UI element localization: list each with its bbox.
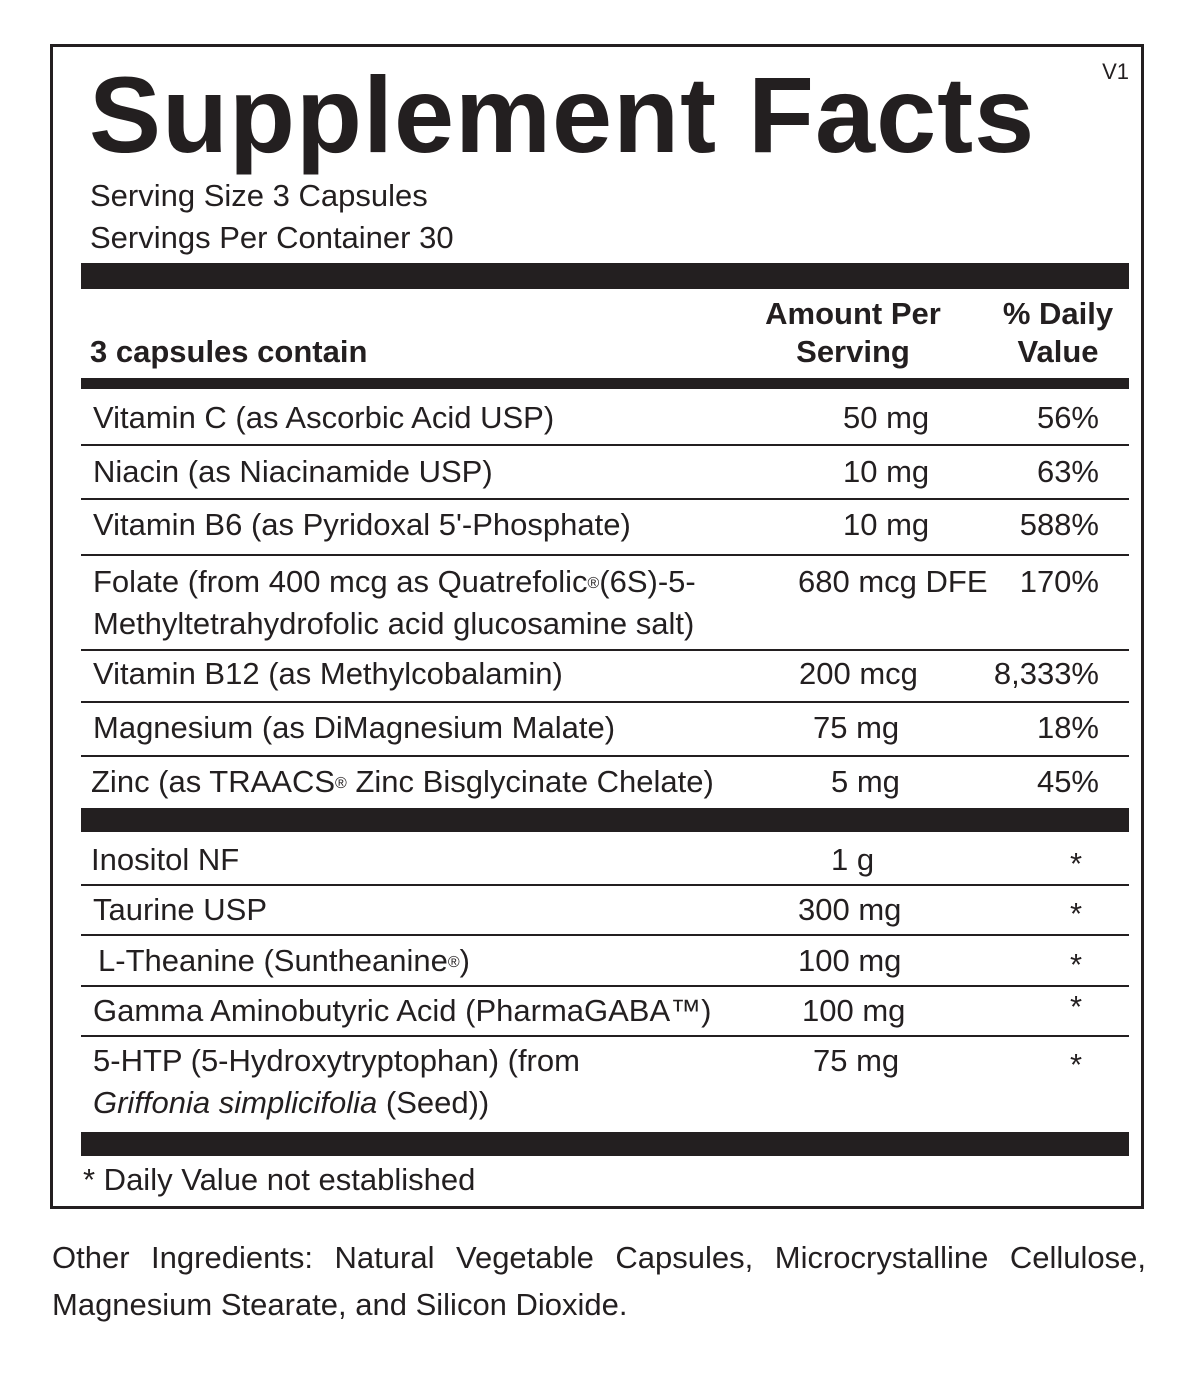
ingredient-amount: 50 mg (843, 400, 930, 435)
thick-divider (81, 263, 1129, 289)
ingredient-amount: 5 mg (831, 764, 900, 799)
ingredient-amount: 75 mg (813, 710, 900, 745)
ingredient-name-line2: Methyltetrahydrofolic acid glucosamine salt) (93, 606, 695, 641)
ingredient-amount: 100 mg (798, 943, 902, 978)
ingredient-name: Magnesium (as DiMagnesium Malate) (93, 710, 616, 745)
column-header-amount-line1: Amount Per (765, 296, 941, 331)
panel-title: Supplement Facts (89, 54, 1036, 175)
header-divider (81, 378, 1129, 389)
column-header-amount-line2: Serving (796, 334, 910, 369)
serving-info (90, 175, 454, 259)
version-label: V1 (1102, 59, 1129, 84)
column-header-daily-value (983, 295, 1133, 371)
ingredient-amount: 10 mg (843, 507, 930, 542)
ingredient-daily-value: 56% (1036, 400, 1099, 435)
column-header-dv-line2: Value (1017, 334, 1099, 369)
registered-mark: ® (587, 575, 600, 592)
ingredient-amount: 1 g (831, 842, 875, 877)
column-header-ingredient: 3 capsules contain (90, 334, 368, 369)
ingredient-name: 5-HTP (5-Hydroxytryptophan) (from (93, 1043, 580, 1078)
row-divider (81, 444, 1129, 446)
ingredient-name-part: (6S)-5- (599, 564, 696, 599)
registered-mark: ® (447, 954, 460, 971)
row-divider (81, 649, 1129, 651)
ingredient-name-part: ) (459, 943, 470, 978)
ingredient-daily-value: * (1069, 1047, 1083, 1082)
row-divider (81, 554, 1129, 556)
column-header-amount (733, 295, 973, 371)
footnote: * Daily Value not established (83, 1162, 476, 1197)
ingredient-name: Vitamin C (as Ascorbic Acid USP) (93, 400, 555, 435)
bottom-divider (81, 1132, 1129, 1156)
ingredient-daily-value: 63% (1036, 454, 1099, 489)
ingredient-name: Niacin (as Niacinamide USP) (93, 454, 493, 489)
ingredient-daily-value: 588% (1019, 507, 1099, 542)
ingredient-name: Gamma Aminobutyric Acid (PharmaGABA™) (93, 993, 712, 1028)
row-divider (81, 985, 1129, 987)
ingredient-name: Vitamin B12 (as Methylcobalamin) (93, 656, 563, 691)
ingredient-name-part: Zinc (as TRAACS (91, 764, 336, 799)
ingredient-name: Taurine USP (93, 892, 268, 927)
ingredient-daily-value: * (1069, 989, 1083, 1024)
ingredient-daily-value: * (1069, 896, 1083, 931)
section-divider (81, 808, 1129, 832)
ingredient-name (98, 940, 470, 982)
ingredient-name-line2 (93, 1082, 489, 1124)
ingredient-amount: 75 mg (813, 1043, 900, 1078)
registered-mark: ® (335, 775, 347, 792)
other-ingredients: Other Ingredients: Natural Vegetable Capsules, Microcrystalline Cellulose, Magnesium Stearate, and Silicon Dioxide. (52, 1240, 1146, 1322)
row-divider (81, 1035, 1129, 1037)
ingredient-daily-value: 170% (1019, 564, 1099, 599)
ingredient-amount: 10 mg (843, 454, 930, 489)
ingredient-amount: 680 mcg DFE (798, 564, 988, 599)
ingredient-daily-value: 8,333% (993, 656, 1099, 691)
servings-per-container: Servings Per Container 30 (90, 220, 454, 255)
row-divider (81, 755, 1129, 757)
row-divider (81, 884, 1129, 886)
supplement-facts-panel (50, 44, 1144, 1209)
ingredient-daily-value: 18% (1036, 710, 1099, 745)
ingredient-name-part: Zinc Bisglycinate Chelate) (355, 764, 714, 799)
ingredient-name: Vitamin B6 (as Pyridoxal 5'-Phosphate) (93, 507, 631, 542)
ingredient-name-part: Folate (from 400 mcg as Quatrefolic (93, 564, 588, 599)
ingredient-name (91, 761, 714, 803)
ingredient-daily-value: * (1069, 846, 1083, 881)
row-divider (81, 498, 1129, 500)
ingredient-amount: 200 mcg (799, 656, 918, 691)
ingredient-daily-value: 45% (1036, 764, 1099, 799)
ingredient-name: Inositol NF (91, 842, 240, 877)
serving-size: Serving Size 3 Capsules (90, 178, 428, 213)
ingredient-name-part: (Seed)) (377, 1085, 490, 1120)
ingredient-name-part: L-Theanine (Suntheanine (98, 943, 448, 978)
row-divider (81, 934, 1129, 936)
column-header-dv-line1: % Daily (1002, 296, 1114, 331)
ingredient-botanical-name: Griffonia simplicifolia (93, 1085, 378, 1120)
row-divider (81, 701, 1129, 703)
ingredient-daily-value: * (1069, 947, 1083, 982)
ingredient-amount: 300 mg (798, 892, 902, 927)
ingredient-name (93, 561, 696, 603)
ingredient-amount: 100 mg (802, 993, 906, 1028)
